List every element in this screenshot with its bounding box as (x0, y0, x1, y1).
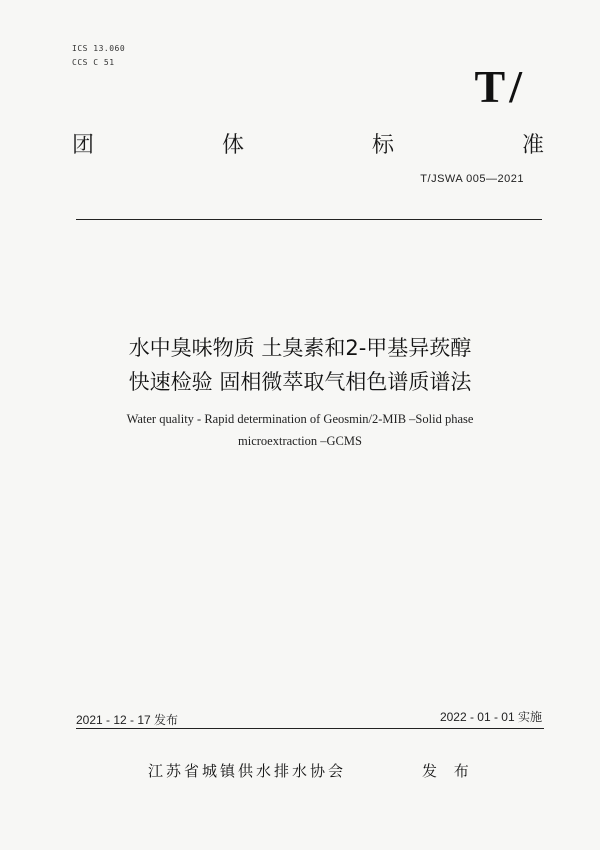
publish-label: 发 布 (422, 762, 475, 780)
standard-type-heading (72, 128, 544, 159)
ics-code: ICS 13.060 (72, 44, 126, 53)
header-divider (76, 219, 542, 220)
footer-divider (76, 728, 544, 729)
standard-type-char: 团 (72, 133, 95, 158)
standard-number: T/JSWA 005—2021 (420, 173, 524, 185)
issue-date: 2021 - 12 - 17 发布 (76, 713, 179, 727)
title-cn-line1: 水中臭味物质 土臭素和2-甲基异莰醇 (128, 336, 472, 360)
standard-mark: T/ (474, 61, 526, 112)
implementation-date: 2022 - 01 - 01 实施 (439, 710, 542, 724)
title-en-line2: microextraction –GCMS (238, 434, 362, 448)
standard-type-char: 标 (371, 133, 394, 158)
ccs-code: CCS C 51 (72, 58, 115, 67)
publisher-name: 江苏省城镇供水排水协会 (148, 762, 347, 780)
title-cn-line2: 快速检验 固相微萃取气相色谱质谱法 (128, 370, 472, 394)
standard-type-char: 体 (221, 133, 244, 158)
standard-type-char: 准 (521, 133, 544, 158)
title-en-line1: Water quality - Rapid determination of Geosmin/2-MIB –Solid phase (126, 412, 474, 426)
